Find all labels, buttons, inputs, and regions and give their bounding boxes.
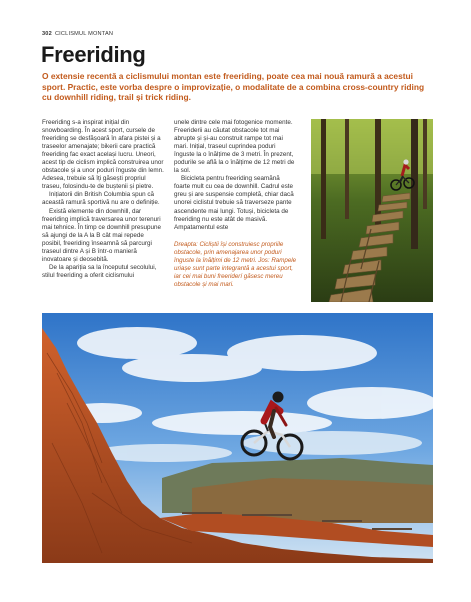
section-name: CICLISMUL MONTAN: [54, 31, 114, 37]
paragraph: Inițiatorii din British Columbia spun că această ramură sportivă nu are o definiție.: [42, 191, 160, 207]
paragraph: Freeriding s-a inspirat inițial din snowboarding. În acest sport, cursele de freeriding se desfășoară în afara pistei și a traseelor amenajate; bikerii care practică freeriding fac exact același lucru. Uneori, acest tip de ciclism implică construirea unor obstacole și a unor poduri înguste din lemn. Adesea, trebuie să îți găsești propriul traseu, folosindu-te de buștenii și pietre.: [42, 119, 164, 191]
article-lede: O extensie recentă a ciclismului montan este freeriding, poate cea mai nouă ramură a acestui sport. Practic, este vorba despre o improvizație, o modalitate de a combina cross-country riding cu downhill riding, trail și trick riding.: [42, 71, 425, 103]
paragraph: Bicicleta pentru freeriding seamănă foarte mult cu cea de downhill. Cadrul este greu și are suspensie completă, chiar dacă unorei ciclistul trebuie să traverseze pante ascendente mai lungi. Totuși, bicicleta de freeriding nu este atât de masivă. Ampatamentul este: [174, 175, 294, 231]
forest-bridge-photo: [311, 119, 433, 302]
body-column-2: [174, 119, 296, 232]
running-header: [42, 31, 113, 37]
paragraph: De la apariția sa la începutul secolului, stilul freeriding a oferit ciclismului: [42, 263, 157, 279]
canyon-jump-photo: [42, 313, 433, 563]
article-title: Freeriding: [41, 42, 146, 67]
photo-caption: Dreapta: Cicliștii își construiesc propriile obstacole, prin amenajarea unor poduri înguste la înălțimi de 12 metri. Jos: Rampele uriașe sunt parte integrantă a acestui sport, iar cei mai buni freeriderí găsesc mereu obstacole și mai mari.: [174, 241, 297, 288]
paragraph: Există elemente din downhill, dar freeriding implică traversarea unor terenuri mai tehnice. În timp ce downhill presupune să ajungi de la A la B cât mai repede posibil, freeriding înseamnă să parcurgi traseul dintre A și B într-o manieră inovatoare și deosebită.: [42, 207, 162, 263]
page-number: 302: [42, 31, 52, 37]
paragraph: unele dintre cele mai fotogenice momente. Freeriderii au căutat obstacole tot mai abrupte și și-au construit rampe tot mai mari. Inițial, traseul cuprindea poduri înguste la o înălțime de 3 metri. În prezent, podurile se află la o înălțime de 12 metri de la sol.: [174, 119, 295, 175]
body-column-1: [42, 119, 164, 280]
